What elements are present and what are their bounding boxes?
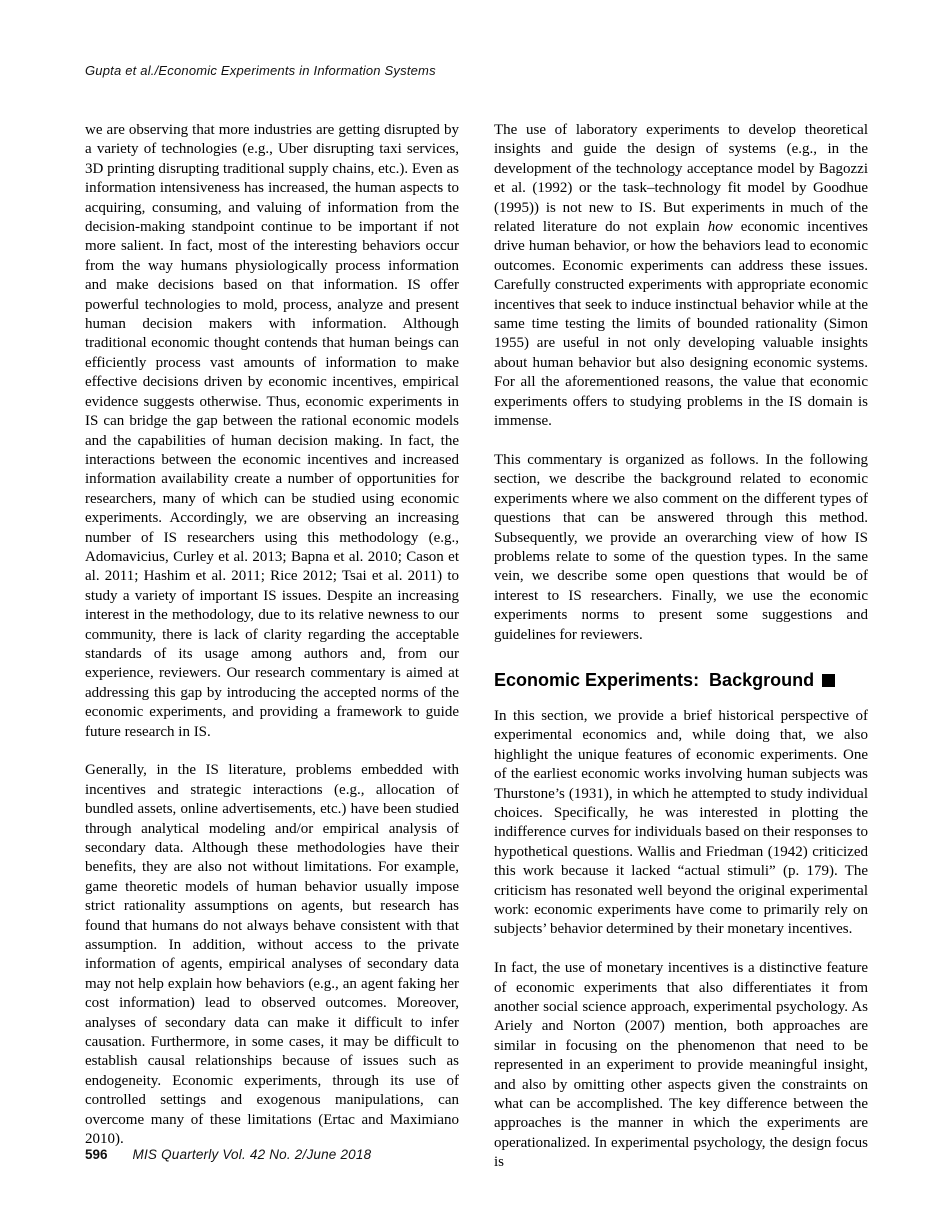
journal-citation: MIS Quarterly Vol. 42 No. 2/June 2018 <box>132 1147 372 1162</box>
paragraph: In this section, we provide a brief historical perspective of experimental economics and, while doing that, we also highlight the unique features of economic experiments. One of the earliest economic works involving human subjects was Thurstone’s (1931), in which he attempted to study individual choices. Specifically, he was interested in plotting the indifference curves for individuals based on their responses to hypothetical questions. Wallis and Friedman (1942) criticized this work because it lacked “actual stimuli” (p. 179). The criticism has resonated well beyond the original experimental work: economic experiments have come to primarily rely on subjects’ behavior determined by their monetary incentives. <box>494 707 868 938</box>
page-footer <box>85 1147 371 1163</box>
paragraph-text: economic incentives drive human behavior, or how the behaviors lead to economic outcomes. Economic experiments can address these issues. Carefully constructed experiments with appropriate economic incentives that seek to induce instinctual behavior while at the same time testing the limits of bounded rationality (Simon 1955) are useful in not only developing valuable insights about human behavior but also designing economic systems. For all the aforementioned reasons, the value that economic experiments offers to studying problems in the IS domain is immense. <box>494 219 868 430</box>
page-number: 596 <box>85 1147 108 1162</box>
paragraph: Generally, in the IS literature, problems embedded with incentives and strategic interactions (e.g., allocation of bundled assets, online advertisements, etc.) have been studied through analytical modeling and/or empirical analysis of secondary data. Although these methodologies have their benefits, they are also not without limitations. For example, game theoretic models of human behavior usually impose strict rationality assumptions on agents, but research has found that humans do not always behave consistent with that assumption. In addition, without access to the private information of agents, empirical analyses of secondary data may not help explain how behaviors (e.g., an agent faking her cost information) lead to observed outcomes. Moreover, analyses of secondary data can make it difficult to infer causation. Furthermore, in some cases, it may be difficult to establish causal relationships because of issues such as endogeneity. Economic experiments, through its use of controlled settings and exogenous manipulations, can overcome many of these limitations (Ertac and Maximiano 2010). <box>85 762 459 1148</box>
section-heading-text: Economic Experiments: Background <box>494 669 815 690</box>
paragraph-text: The use of laboratory experiments to develop theoretical insights and guide the design of systems (e.g., in the development of the technology acceptance model by Bagozzi et al. (1992) or the task–technology fit model by Goodhue (1995)) is not new to IS. But experiments in much of the related literature do not explain <box>494 122 868 236</box>
running-head: Gupta et al./Economic Experiments in Information Systems <box>85 63 436 78</box>
italic-term: how <box>707 219 733 236</box>
two-column-text-area <box>85 121 868 1192</box>
section-end-square-icon <box>822 674 835 687</box>
left-column <box>85 121 459 1192</box>
section-heading <box>494 669 868 691</box>
paragraph: In fact, the use of monetary incentives is a distinctive feature of economic experiments that also differentiates it from another social science approach, experimental psychology. As Ariely and Norton (2007) mention, both approaches are similar in focusing on the phenomenon that need to be represented in an experiment to provide meaningful insight, and also by omitting other aspects given the constraints on what can be accomplished. The key difference between the approaches is the manner in which the experiments are operationalized. In experimental psychology, the design focus is <box>494 960 868 1171</box>
paragraph: This commentary is organized as follows. In the following section, we describe the background related to economic experiments where we also comment on the different types of questions that can be answered through this method. Subsequently, we provide an overarching view of how IS problems relate to some of the question types. In the same vein, we describe some open questions that would be of interest to IS researchers. Finally, we use the economic experiments norms to present some suggestions and guidelines for reviewers. <box>494 451 868 643</box>
paragraph <box>494 121 868 432</box>
right-column <box>494 121 868 1192</box>
paragraph: we are observing that more industries are getting disrupted by a variety of technologies (e.g., Uber disrupting taxi services, 3D printing disrupting traditional supply chains, etc.). Even as information intensiveness has increased, the human aspects to acquiring, consuming, and valuing of information from the decision-making standpoint continue to be important if not more salient. In fact, most of the interesting behaviors occur from the way humans physiologically process information and make decisions based on that information. IS offer powerful technologies to mold, process, analyze and present human decision makers with information. Although traditional economic thought contends that human beings can efficiently process vast amounts of information to make effective decisions driven by economic incentives, empirical evidence suggests otherwise. Thus, economic experiments in IS can bridge the gap between the rational economic models and the capabilities of human decision making. In fact, the interactions between the economic incentives and increased information availability create a number of opportunities for researchers, many of which can be studied using economic experiments. Accordingly, we are observing an increasing number of IS researchers using this methodology (e.g., Adomavicius, Curley et al. 2013; Bapna et al. 2010; Cason et al. 2011; Hashim et al. 2011; Rice 2012; Tsai et al. 2011) to study a variety of important IS issues. Despite an increasing interest in the methodology, due to its relative newness to our community, there is lack of clarity regarding the acceptable standards of its usage among authors and, from our experience, reviewers. Our research commentary is aimed at addressing this gap by introducing the accepted norms of the economic experiments, and providing a framework to guide future research in IS. <box>85 122 459 740</box>
